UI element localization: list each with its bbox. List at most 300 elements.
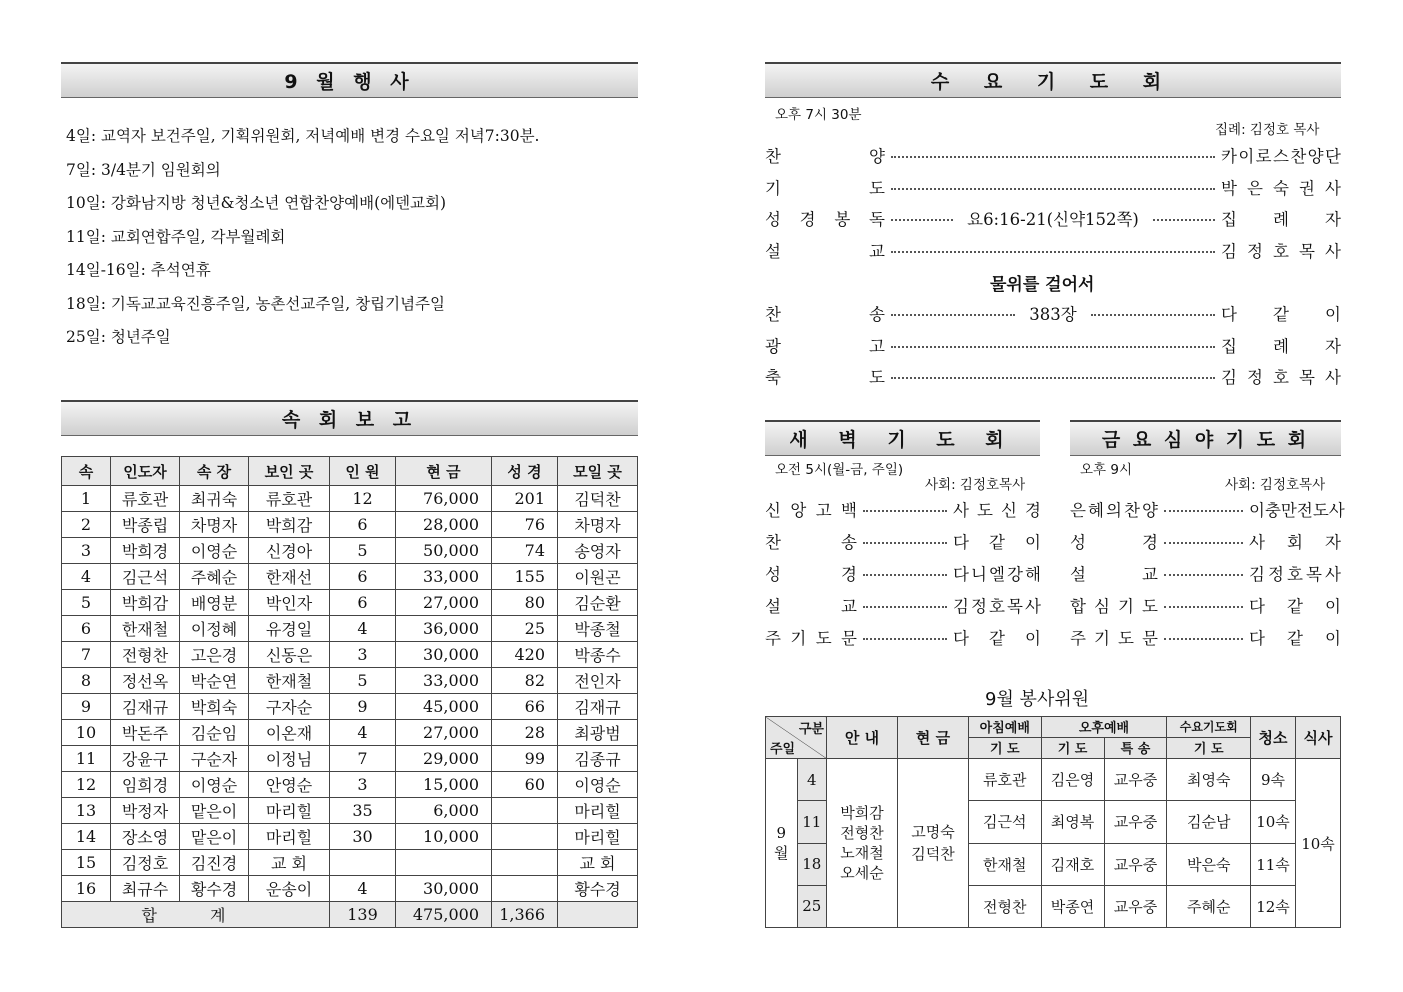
- total-empty: [558, 902, 638, 928]
- cell-captain: 최귀숙: [180, 486, 249, 512]
- order-value: 김 정 호 목 사: [1221, 368, 1341, 387]
- table-row: [62, 642, 638, 668]
- event-item: 11일: 교회연합주일, 각부월례회: [66, 227, 286, 246]
- morning-pray: 한재철: [969, 843, 1042, 885]
- cell-place: 안영순: [249, 772, 330, 798]
- leader-dots: [891, 219, 953, 221]
- cell-meet: 차명자: [558, 512, 638, 538]
- cell-bible: [492, 876, 558, 902]
- cell-captain: 맡은이: [180, 824, 249, 850]
- cell-leader: 최규수: [111, 876, 180, 902]
- order-value: 다 니 엘 강 해: [953, 565, 1041, 584]
- cell-captain: 구순자: [180, 746, 249, 772]
- month-cell: 9 월: [766, 759, 798, 928]
- cell-money: [396, 850, 492, 876]
- cell-money: 6,000: [396, 798, 492, 824]
- col-money: 현 금: [396, 457, 492, 486]
- cell-people: 3: [330, 772, 396, 798]
- cell-people: 5: [330, 538, 396, 564]
- clean-cell: 11속: [1251, 843, 1296, 885]
- cell-meet: 이영순: [558, 772, 638, 798]
- cell-sok-no: 15: [62, 850, 111, 876]
- cell-leader: 장소영: [111, 824, 180, 850]
- cell-meet: 마리힐: [558, 824, 638, 850]
- h-morning: 아침예배: [969, 717, 1042, 738]
- cell-captain: 배영분: [180, 590, 249, 616]
- cell-leader: 정선옥: [111, 668, 180, 694]
- offering-cell: 고명숙 김덕찬: [898, 759, 969, 928]
- cell-captain: 박순연: [180, 668, 249, 694]
- order-value: 집 례 자: [1221, 210, 1341, 229]
- report-total-row: [62, 902, 638, 928]
- service-row: [766, 759, 1341, 801]
- cell-leader: 박희경: [111, 538, 180, 564]
- service-title: 9월 봉사위원: [985, 689, 1090, 710]
- order-row: [765, 330, 1341, 360]
- total-bible: 1,366: [492, 902, 558, 928]
- report-title: 속 회 보 고: [281, 409, 418, 431]
- order-row: [765, 526, 1041, 556]
- cell-bible: 60: [492, 772, 558, 798]
- cell-money: 27,000: [396, 720, 492, 746]
- corner-bottom: 주일: [770, 742, 796, 758]
- cell-place: 박희감: [249, 512, 330, 538]
- cell-money: 33,000: [396, 564, 492, 590]
- cell-bible: 80: [492, 590, 558, 616]
- cell-sok-no: 12: [62, 772, 111, 798]
- table-row: [62, 772, 638, 798]
- friday-header: [1070, 420, 1341, 456]
- table-row: [62, 798, 638, 824]
- order-label: 설 교: [765, 241, 885, 261]
- order-label: 설 교: [1070, 565, 1158, 584]
- afternoon-pray: 최영복: [1041, 801, 1104, 843]
- cell-bible: [492, 824, 558, 850]
- cell-leader: 김재규: [111, 694, 180, 720]
- service-table: [765, 716, 1341, 928]
- cell-people: 35: [330, 798, 396, 824]
- cell-people: 7: [330, 746, 396, 772]
- sermon-title: 물위를 걸어서: [990, 275, 1095, 295]
- cell-sok-no: 13: [62, 798, 111, 824]
- cell-meet: 박종수: [558, 642, 638, 668]
- dawn-time: 오전 5시(월-금, 주일): [775, 462, 904, 478]
- cell-leader: 강윤구: [111, 746, 180, 772]
- event-item: 4일: 교역자 보건주일, 기획위원회, 저녁예배 변경 수요일 저녁7:30분.: [66, 127, 540, 145]
- col-people: 인 원: [330, 457, 396, 486]
- cell-people: 4: [330, 876, 396, 902]
- table-row: [62, 590, 638, 616]
- cell-leader: 박희감: [111, 590, 180, 616]
- week-cell: 4: [797, 759, 826, 801]
- cell-leader: 한재철: [111, 616, 180, 642]
- order-label: 은 혜 의 찬 양: [1070, 501, 1158, 520]
- order-label: 찬 송: [765, 305, 885, 324]
- wed-title: 수 요 기 도 회: [930, 71, 1176, 93]
- order-row: [1070, 526, 1341, 556]
- leader-dots: [1153, 219, 1215, 221]
- cell-money: 36,000: [396, 616, 492, 642]
- guide-cell: 박희감 전형찬 노재철 오세순: [827, 759, 898, 928]
- table-row: [62, 512, 638, 538]
- leader-dots: [863, 542, 947, 544]
- h-clean: 청소: [1251, 717, 1296, 759]
- col-captain: 속 장: [180, 457, 249, 486]
- h-wed: 수요기도회: [1167, 717, 1251, 738]
- wed-header: [765, 62, 1341, 98]
- table-row: [62, 616, 638, 642]
- cell-people: 12: [330, 486, 396, 512]
- cell-money: 27,000: [396, 590, 492, 616]
- cell-sok-no: 11: [62, 746, 111, 772]
- cell-bible: 66: [492, 694, 558, 720]
- events-header: [61, 62, 638, 98]
- cell-sok-no: 9: [62, 694, 111, 720]
- wed-time: 오후 7시 30분: [775, 107, 862, 123]
- cell-place: 한재선: [249, 564, 330, 590]
- table-row: [62, 720, 638, 746]
- cell-meet: 박종철: [558, 616, 638, 642]
- afternoon-pray: 박종연: [1041, 885, 1104, 927]
- sub-pray-morning: 기 도: [969, 737, 1042, 759]
- cell-bible: 76: [492, 512, 558, 538]
- order-value: 이 충 만 전 도 사: [1249, 501, 1345, 520]
- dawn-leader: 사회: 김정호목사: [925, 477, 1026, 493]
- cell-sok-no: 5: [62, 590, 111, 616]
- cell-meet: 김덕찬: [558, 486, 638, 512]
- leader-dots: [863, 574, 947, 576]
- cell-people: 30: [330, 824, 396, 850]
- cell-captain: 김순임: [180, 720, 249, 746]
- event-item: 25일: 청년주일: [66, 328, 171, 346]
- leader-dots: [891, 346, 1215, 348]
- order-value: 사 도 신 경: [953, 501, 1041, 520]
- morning-pray: 류호관: [969, 759, 1042, 801]
- table-row: [62, 876, 638, 902]
- order-value: 다 같 이: [1249, 629, 1341, 648]
- cell-people: 9: [330, 694, 396, 720]
- dawn-header: [765, 420, 1040, 456]
- leader-dots: [863, 606, 947, 608]
- cell-meet: 김순환: [558, 590, 638, 616]
- cell-sok-no: 1: [62, 486, 111, 512]
- order-label: 축 도: [765, 368, 885, 387]
- order-value: 다 같 이: [953, 629, 1041, 648]
- cell-money: 45,000: [396, 694, 492, 720]
- order-value: 다 같 이: [1249, 597, 1341, 616]
- cell-leader: 임희경: [111, 772, 180, 798]
- cell-place: 이온재: [249, 720, 330, 746]
- week-cell: 18: [797, 843, 826, 885]
- leader-dots: [891, 377, 1215, 379]
- cell-leader: 박정자: [111, 798, 180, 824]
- order-label: 찬 송: [765, 533, 857, 552]
- cell-meet: 최광범: [558, 720, 638, 746]
- wed-pray: 주혜순: [1167, 885, 1251, 927]
- cell-people: 5: [330, 668, 396, 694]
- order-row: [1070, 494, 1345, 524]
- cell-leader: 김정호: [111, 850, 180, 876]
- table-row: [62, 850, 638, 876]
- cell-meet: 마리힐: [558, 798, 638, 824]
- cell-bible: 82: [492, 668, 558, 694]
- afternoon-pray: 김재호: [1041, 843, 1104, 885]
- order-label: 광 고: [765, 336, 885, 356]
- leader-dots: [891, 251, 1215, 253]
- friday-title: 금 요 심 야 기 도 회: [1101, 429, 1310, 451]
- cell-sok-no: 16: [62, 876, 111, 902]
- leader-dots: [1164, 510, 1243, 512]
- order-value: 김 정 호 목 사: [953, 597, 1041, 616]
- table-row: [62, 668, 638, 694]
- cell-sok-no: 6: [62, 616, 111, 642]
- morning-pray: 김근석: [969, 801, 1042, 843]
- week-cell: 11: [797, 801, 826, 843]
- meal-cell: 10속: [1296, 759, 1341, 928]
- cell-people: 4: [330, 720, 396, 746]
- cell-bible: 25: [492, 616, 558, 642]
- cell-money: 30,000: [396, 876, 492, 902]
- cell-meet: 송영자: [558, 538, 638, 564]
- leader-dots: [1164, 574, 1243, 576]
- leader-dots: [891, 188, 1215, 190]
- table-row: [62, 694, 638, 720]
- order-label: 신 앙 고 백: [765, 501, 857, 520]
- cell-leader: 전형찬: [111, 642, 180, 668]
- cell-captain: 주혜순: [180, 564, 249, 590]
- cell-people: [330, 850, 396, 876]
- special-song: 교우중: [1104, 801, 1167, 843]
- order-row: [1070, 590, 1341, 620]
- cell-bible: 28: [492, 720, 558, 746]
- cell-place: 구자순: [249, 694, 330, 720]
- cell-place: 유경일: [249, 616, 330, 642]
- cell-captain: 고은경: [180, 642, 249, 668]
- total-label: 합 계: [62, 902, 330, 928]
- order-label: 기 도: [765, 178, 885, 198]
- cell-place: 마리힐: [249, 824, 330, 850]
- cell-captain: 황수경: [180, 876, 249, 902]
- events-title: 9 월 행 사: [284, 71, 415, 93]
- cell-money: 76,000: [396, 486, 492, 512]
- event-item: 7일: 3/4분기 임원회의: [66, 160, 221, 179]
- cell-sok-no: 7: [62, 642, 111, 668]
- clean-cell: 12속: [1251, 885, 1296, 927]
- order-value: 집 례 자: [1221, 336, 1341, 356]
- order-row: [1070, 622, 1341, 652]
- morning-pray: 전형찬: [969, 885, 1042, 927]
- h-guide: 안 내: [827, 717, 898, 759]
- order-label: 성 경 봉 독: [765, 210, 885, 229]
- leader-dots: [1164, 542, 1243, 544]
- cell-place: 운송이: [249, 876, 330, 902]
- cell-people: 3: [330, 642, 396, 668]
- cell-bible: 99: [492, 746, 558, 772]
- table-row: [62, 486, 638, 512]
- order-row: [765, 622, 1041, 652]
- cell-meet: 황수경: [558, 876, 638, 902]
- order-value: 다 같 이: [1221, 305, 1341, 324]
- cell-bible: 201: [492, 486, 558, 512]
- special-song: 교우중: [1104, 759, 1167, 801]
- clean-cell: 10속: [1251, 801, 1296, 843]
- order-detail: 요6:16-21(신약152쪽): [967, 210, 1139, 229]
- cell-people: 6: [330, 512, 396, 538]
- cell-people: 6: [330, 590, 396, 616]
- leader-dots: [891, 314, 1015, 316]
- cell-place: 한재철: [249, 668, 330, 694]
- cell-bible: 74: [492, 538, 558, 564]
- order-row: [765, 494, 1041, 524]
- cell-bible: 155: [492, 564, 558, 590]
- table-row: [62, 746, 638, 772]
- cell-leader: 박돈주: [111, 720, 180, 746]
- total-people: 139: [330, 902, 396, 928]
- friday-time: 오후 9시: [1080, 462, 1133, 478]
- cell-sok-no: 3: [62, 538, 111, 564]
- cell-place: 이정님: [249, 746, 330, 772]
- order-row: [765, 361, 1341, 391]
- dawn-title: 새 벽 기 도 회: [789, 429, 1016, 451]
- events-list: [66, 120, 540, 355]
- order-label: 성 경: [1070, 533, 1158, 552]
- order-detail: 383장: [1029, 305, 1077, 324]
- order-row: [765, 203, 1341, 233]
- table-row: [62, 824, 638, 850]
- cell-captain: 박희숙: [180, 694, 249, 720]
- special-song: 교우중: [1104, 843, 1167, 885]
- cell-leader: 류호관: [111, 486, 180, 512]
- cell-bible: [492, 798, 558, 824]
- cell-meet: 교 회: [558, 850, 638, 876]
- cell-bible: [492, 850, 558, 876]
- cell-people: 4: [330, 616, 396, 642]
- col-bible: 성 경: [492, 457, 558, 486]
- cell-sok-no: 8: [62, 668, 111, 694]
- sub-pray-afternoon: 기 도: [1041, 737, 1104, 759]
- order-row: [765, 172, 1341, 202]
- report-table: [61, 456, 638, 928]
- leader-dots: [1164, 638, 1243, 640]
- col-leader: 인도자: [111, 457, 180, 486]
- week-cell: 25: [797, 885, 826, 927]
- leader-dots: [891, 156, 1215, 158]
- event-item: 10일: 강화남지방 청년&청소년 연합찬양예배(에덴교회): [66, 194, 447, 212]
- order-value: 사 회 자: [1249, 533, 1341, 552]
- cell-money: 15,000: [396, 772, 492, 798]
- h-offering: 현 금: [898, 717, 969, 759]
- col-sok: 속: [62, 457, 111, 486]
- cell-place: 류호관: [249, 486, 330, 512]
- cell-captain: 차명자: [180, 512, 249, 538]
- leader-dots: [863, 510, 947, 512]
- cell-place: 박인자: [249, 590, 330, 616]
- report-header: [61, 400, 638, 436]
- order-value: 카 이 로 스 찬 양 단: [1221, 147, 1341, 166]
- order-value: 박 은 숙 권 사: [1221, 178, 1341, 198]
- cell-sok-no: 10: [62, 720, 111, 746]
- order-label: 주 기 도 문: [1070, 629, 1158, 648]
- order-label: 합 심 기 도: [1070, 597, 1158, 616]
- order-row: [765, 590, 1041, 620]
- cell-captain: 이정혜: [180, 616, 249, 642]
- corner-top: 구분: [798, 722, 824, 737]
- wed-pray: 박은숙: [1167, 843, 1251, 885]
- clean-cell: 9속: [1251, 759, 1296, 801]
- sub-pray-wed: 기 도: [1167, 737, 1251, 759]
- cell-place: 마리힐: [249, 798, 330, 824]
- h-afternoon: 오후예배: [1041, 717, 1167, 738]
- afternoon-pray: 김은영: [1041, 759, 1104, 801]
- cell-captain: 맡은이: [180, 798, 249, 824]
- order-value: 다 같 이: [953, 533, 1041, 552]
- cell-captain: 이영순: [180, 538, 249, 564]
- cell-meet: 전인자: [558, 668, 638, 694]
- cell-captain: 이영순: [180, 772, 249, 798]
- order-row: [1070, 558, 1341, 588]
- friday-leader: 사회: 김정호목사: [1225, 477, 1326, 493]
- wed-leader: 집례: 김정호 목사: [1215, 122, 1320, 138]
- cell-place: 신동은: [249, 642, 330, 668]
- cell-leader: 김근석: [111, 564, 180, 590]
- cell-money: 28,000: [396, 512, 492, 538]
- table-row: [62, 538, 638, 564]
- col-place: 보인 곳: [249, 457, 330, 486]
- cell-meet: 김종규: [558, 746, 638, 772]
- special-song: 교우중: [1104, 885, 1167, 927]
- order-label: 성 경: [765, 565, 857, 584]
- cell-money: 30,000: [396, 642, 492, 668]
- cell-place: 신경아: [249, 538, 330, 564]
- h-meal: 식사: [1296, 717, 1341, 759]
- order-row: [765, 558, 1041, 588]
- order-label: 찬 양: [765, 147, 885, 166]
- sub-special: 특 송: [1104, 737, 1167, 759]
- cell-sok-no: 4: [62, 564, 111, 590]
- order-value: 김 정 호 목 사: [1249, 565, 1341, 584]
- cell-meet: 김재규: [558, 694, 638, 720]
- order-label: 설 교: [765, 597, 857, 616]
- cell-money: 29,000: [396, 746, 492, 772]
- cell-money: 50,000: [396, 538, 492, 564]
- order-row: [765, 298, 1341, 328]
- table-row: [62, 564, 638, 590]
- cell-bible: 420: [492, 642, 558, 668]
- leader-dots: [1164, 606, 1243, 608]
- total-money: 475,000: [396, 902, 492, 928]
- cell-people: 6: [330, 564, 396, 590]
- cell-meet: 이원곤: [558, 564, 638, 590]
- leader-dots: [1091, 314, 1215, 316]
- cell-leader: 박종립: [111, 512, 180, 538]
- col-meet: 모일 곳: [558, 457, 638, 486]
- leader-dots: [863, 638, 947, 640]
- cell-money: 33,000: [396, 668, 492, 694]
- order-label: 주 기 도 문: [765, 629, 857, 648]
- cell-sok-no: 14: [62, 824, 111, 850]
- wed-pray: 김순남: [1167, 801, 1251, 843]
- event-item: 14일-16일: 추석연휴: [66, 261, 211, 279]
- corner-cell: [766, 717, 827, 759]
- report-header-row: [62, 457, 638, 486]
- cell-sok-no: 2: [62, 512, 111, 538]
- event-item: 18일: 기독교교육진흥주일, 농촌선교주일, 창립기념주일: [66, 294, 445, 313]
- order-row: [765, 235, 1341, 265]
- order-value: 김 정 호 목 사: [1221, 241, 1341, 261]
- cell-captain: 김진경: [180, 850, 249, 876]
- cell-money: 10,000: [396, 824, 492, 850]
- wed-pray: 최영숙: [1167, 759, 1251, 801]
